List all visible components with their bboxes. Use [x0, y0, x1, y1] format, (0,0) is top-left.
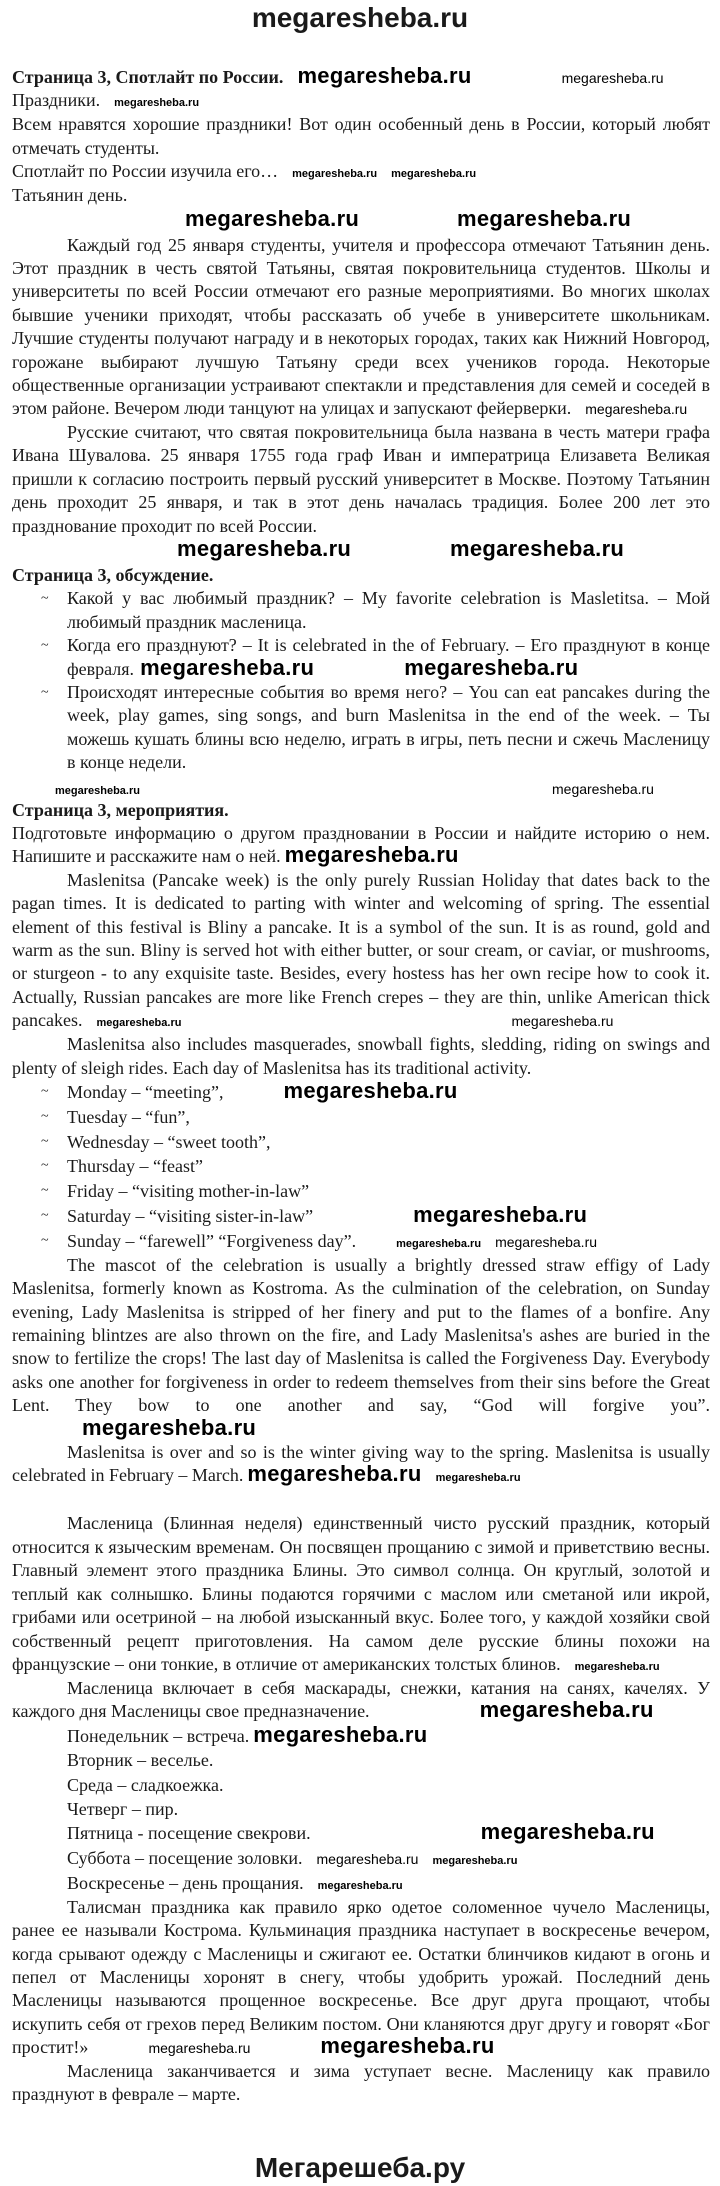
intro-line-text: Спотлайт по России изучила его… — [12, 161, 279, 182]
intro-line — [12, 160, 710, 184]
watermark-row — [12, 535, 710, 564]
day-item — [67, 1721, 710, 1748]
day-item — [67, 1821, 710, 1845]
paragraph-text: Талисман праздника как правило ярко одетое соломенное чучело Масленицы, ранее ее называли Кострома. Кульминация праздника наступает в воскресенье вечером, когда срывают одежду с Масленицы и сжигают ее. Остатки блинчиков кидают в огонь и пепел от Масленицы хоронят в снегу, чтобы удобрить урожай. Последний день Масленицы называются прощенное воскресенье. Все друг друга прощают, чтобы искупить себя от грехов перед Великим постом. Они кланяются друг другу и говорят «Бог простит!» — [12, 1896, 710, 2058]
intro-line-text: Праздники. — [12, 90, 101, 111]
paragraph-text: Maslenitsa is over and so is the winter giving way to the spring. Maslenitsa is usually celebrated in February – March. — [12, 1442, 710, 1486]
tilde-bullet-icon: ~ — [41, 1183, 49, 1199]
day-text: Понедельник – встреча. — [67, 1725, 250, 1746]
watermark: megaresheba.ru — [316, 1850, 419, 1867]
ru-days-list — [12, 1721, 710, 1896]
watermark: megaresheba.ru — [185, 205, 360, 231]
paragraph-text: Maslenitsa (Pancake week) is the only purely Russian Holiday that dates back to the pagan times. It is dedicated to parting with winter and welcoming of spring. The essential element of this festival is Bliny a pancake. It is a symbol of the sun. It is as round, gold and warm as the sun. Bliny is served hot with either butter, or sour cream, or caviar, or mushrooms, or sturgeon - to any exquisite taste. Besides, every hostess has her own recipe how to cook it. Actually, Russian pancakes are more like French crepes – they are thin, unlike American thick pancakes. — [12, 869, 710, 1031]
day-text: Sunday – “farewell” “Forgiveness day”. — [67, 1230, 357, 1251]
watermark-row — [12, 205, 710, 234]
day-text: Пятница - посещение свекрови. — [67, 1823, 311, 1844]
day-text: Friday – “visiting mother-in-law” — [67, 1181, 310, 1202]
watermark: megaresheba.ru — [96, 1017, 182, 1030]
watermark: megaresheba.ru — [55, 784, 140, 797]
site-brand-footer: Мегарешеба.ру — [254, 2152, 466, 2184]
watermark: megaresheba.ru — [82, 1414, 257, 1440]
tilde-bullet-icon: ~ — [41, 1133, 49, 1149]
tilde-bullet-icon: ~ — [41, 684, 49, 700]
watermark: megaresheba.ru — [396, 1237, 482, 1250]
tilde-bullet-icon: ~ — [41, 1158, 49, 1174]
watermark: megaresheba.ru — [511, 1013, 614, 1030]
list-item — [12, 1080, 710, 1105]
watermark: megaresheba.ru — [247, 1461, 422, 1487]
day-item — [67, 1846, 710, 1871]
paragraph-text: Масленица (Блинная неделя) единственный чисто русский праздник, который относится к языческим временам. Он посвящен прощанию с зимой и приветствию весны. Главный элемент этого праздника Блины. Это символ солнца. Он круглый, золотой и теплый как солнышко. Блины подаются горячими с маслом или сметаной или икрой, грибами или осетриной – на любой изысканный вкус. Более того, у каждой хозяйки свой собственный рецепт приготовления. На самом деле русские блины похожи на французские – они тонкие, в отличие от американских толстых блинов. — [12, 1513, 710, 1674]
day-text: Thursday – “feast” — [67, 1156, 203, 1177]
watermark: megaresheba.ru — [253, 1721, 428, 1747]
day-text: Tuesday – “fun”, — [67, 1106, 190, 1127]
watermark: megaresheba.ru — [585, 401, 688, 418]
section-heading-activities: Страница 3, мероприятия. — [12, 799, 229, 820]
watermark: megaresheba.ru — [114, 97, 200, 110]
day-text: Четверг – пир. — [67, 1798, 179, 1819]
watermark: megaresheba.ru — [552, 780, 654, 797]
list-item — [12, 681, 710, 775]
paragraph-text: The mascot of the celebration is usually a brightly dressed straw effigy of Lady Maslenitsa, formerly known as Kostroma. As the culmination of the celebration, on Sunday evening, Lady Maslenitsa is stripped of her finery and put to the flames of a bonfire. Any remaining blintzes are also thrown on the fire, and Lady Maslenitsa's ashes are buried in the snow to fertilize the crops! The last day of Maslenitsa is called the Forgiveness Day. Everybody asks one another for forgiveness in order to redeem themselves from their sins before the Great Lent. They bow to one another and say, “God will forgive you”. — [12, 1254, 710, 1416]
paragraph-text: Каждый год 25 января студенты, учителя и профессора отмечают Татьянин день. Этот праздник в честь святой Татьяны, святая покровительница студентов. Школы и университеты по всей России отмечают его разные мероприятиями. Во многих школах бывшие ученики приходят, чтобы рассказать об учебе в университете школьникам. Лучшие студенты получают награду и в некоторых городах, таких как Нижний Новгород, горожане выбирают лучшую Татьяну среди всех учеников города. Некоторые общественные организации устраивают спектакли и представления для семей и соседей в этом районе. Вечером люди танцуют на улицах и запускают фейерверки. — [12, 234, 710, 419]
discussion-list — [12, 587, 710, 774]
list-item — [12, 1154, 710, 1179]
watermark: megaresheba.ru — [404, 654, 579, 680]
list-item — [12, 587, 710, 634]
en-paragraph-1 — [12, 869, 710, 1033]
en-paragraph-4 — [12, 1441, 710, 1488]
list-item-text: Какой у вас любимый праздник? – My favorite celebration is Masletitsa. – Мой любимый праздник масленица. — [67, 588, 710, 632]
watermark: megaresheba.ru — [292, 168, 378, 181]
ru-paragraph-3 — [12, 1896, 710, 2060]
site-brand-header: megaresheba.ru — [251, 2, 469, 33]
watermark: megaresheba.ru — [317, 1879, 403, 1892]
section-heading-discussion: Страница 3, обсуждение. — [12, 564, 214, 585]
day-text: Saturday – “visiting sister-in-law” — [67, 1206, 314, 1227]
ru-paragraph-4: Масленица заканчивается и зима уступает весне. Масленицу как правило празднуют в феврале – марте. — [12, 2060, 710, 2104]
tilde-bullet-icon: ~ — [41, 591, 49, 607]
tatiana-paragraph-2: Русские считают, что святая покровительница была названа в честь матери графа Ивана Шувалова. 25 января 1755 года граф Иван и императрица Елизавета Великая пришли к согласию построить первый русский университет в Москве. Поэтому Татьянин день проходит 25 января, и так в этот день началась традиция. Более 200 лет это празднование проходит по всей России. — [12, 421, 710, 536]
watermark: megaresheba.ru — [177, 535, 352, 561]
tilde-bullet-icon: ~ — [41, 638, 49, 654]
watermark: megaresheba.ru — [457, 205, 632, 231]
day-text: Воскресенье – день прощания. — [67, 1872, 304, 1893]
en-paragraph-2: Maslenitsa also includes masquerades, snowball fights, sledding, riding on swings and plenty of sleigh rides. Each day of Maslenitsa has its traditional activity. — [12, 1034, 710, 1078]
watermark: megaresheba.ru — [432, 1854, 518, 1867]
watermark: megaresheba.ru — [450, 535, 625, 561]
day-item — [67, 1871, 710, 1896]
watermark: megaresheba.ru — [148, 2040, 251, 2057]
day-text: Среда – сладкоежка. — [67, 1774, 224, 1795]
task-text — [12, 822, 710, 869]
list-item-text: Когда его празднуют? – It is celebrated in the of February. – Его празднуют в конце февраля. — [67, 635, 710, 679]
watermark: megaresheba.ru — [480, 1819, 655, 1845]
tilde-bullet-icon: ~ — [41, 1084, 49, 1100]
day-text: Вторник – веселье. — [67, 1750, 214, 1771]
tilde-bullet-icon: ~ — [41, 1232, 49, 1248]
document-body — [0, 63, 720, 2106]
watermark: megaresheba.ru — [413, 1202, 588, 1228]
section-heading-spotlight — [12, 63, 710, 89]
heading-text: Страница 3, Спотлайт по России. — [12, 67, 284, 87]
list-item — [12, 634, 710, 681]
day-text: Суббота – посещение золовки. — [67, 1847, 303, 1868]
watermark: megaresheba.ru — [561, 70, 664, 86]
intro-line: Всем нравятся хорошие праздники! Вот один особенный день в России, который любят отмечать студенты. — [12, 114, 710, 158]
day-text: Monday – “meeting”, — [67, 1082, 224, 1103]
watermark: megaresheba.ru — [284, 842, 459, 868]
watermark: megaresheba.ru — [495, 1233, 598, 1250]
watermark: megaresheba.ru — [574, 1660, 660, 1673]
list-item — [12, 1179, 710, 1204]
watermark: megaresheba.ru — [283, 1078, 458, 1104]
watermark: megaresheba.ru — [391, 168, 477, 181]
list-item — [12, 1105, 710, 1130]
tatiana-paragraph-1 — [12, 234, 710, 421]
list-item — [12, 1204, 710, 1229]
ru-paragraph-1 — [12, 1512, 710, 1676]
watermark: megaresheba.ru — [479, 1697, 654, 1723]
list-item — [12, 1229, 710, 1254]
day-text: Wednesday – “sweet tooth”, — [67, 1131, 271, 1152]
watermark: megaresheba.ru — [320, 2033, 495, 2059]
intro-line — [12, 89, 710, 113]
tilde-bullet-icon: ~ — [41, 1108, 49, 1124]
watermark-row — [12, 775, 710, 799]
tilde-bullet-icon: ~ — [41, 1208, 49, 1224]
list-item-text: Происходят интересные события во время него? – You can eat pancakes during the week, play games, sing songs, and burn Maslenitsa in the end of the week. – Ты можешь кушать блины всю неделю, играть в игры, петь песни и сжечь Масленицу в конце недели. — [67, 681, 710, 773]
watermark: megaresheba.ru — [297, 63, 472, 88]
en-paragraph-3 — [12, 1254, 710, 1441]
task-text-content: Подготовьте информацию о другом праздновании в России и найдите историю о нем. Напишите и расскажите нам о ней. — [12, 822, 710, 867]
intro-line: Татьянин день. — [12, 185, 128, 206]
ru-paragraph-2 — [12, 1677, 710, 1724]
watermark: megaresheba.ru — [140, 654, 315, 680]
watermark: megaresheba.ru — [435, 1472, 521, 1485]
list-item — [12, 1130, 710, 1155]
paragraph-text: Масленица включает в себя маскарады, снежки, катания на санях, качелях. У каждого дня Масленицы свое предназначение. — [12, 1677, 710, 1722]
en-days-list — [12, 1080, 710, 1254]
